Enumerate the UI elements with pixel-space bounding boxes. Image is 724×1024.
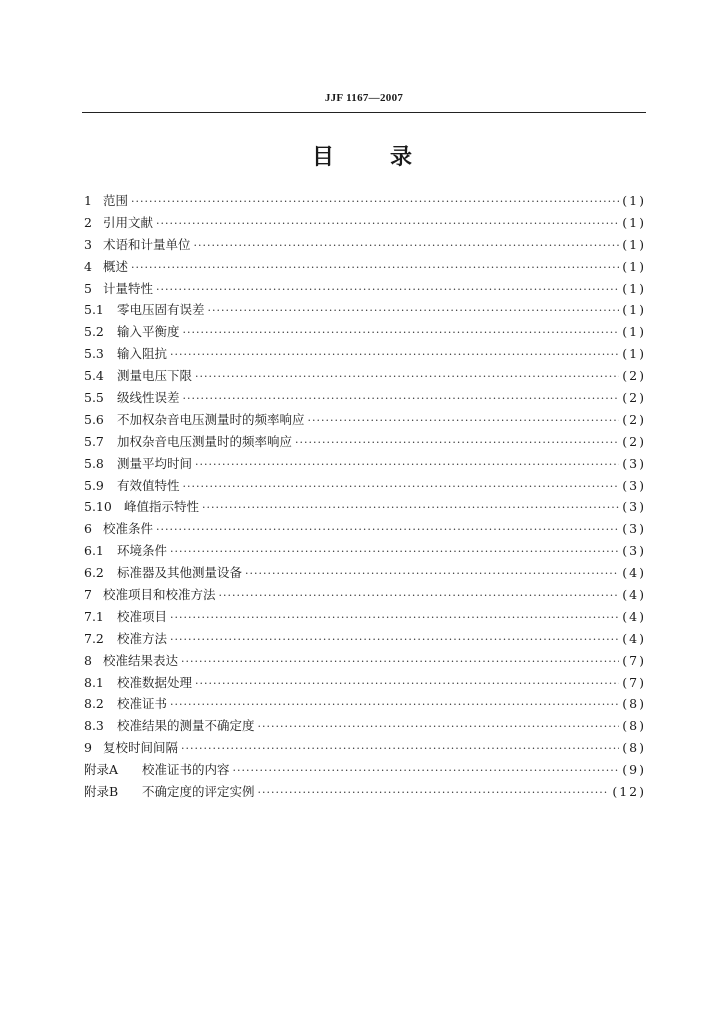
toc-entry-number: 9	[84, 740, 92, 756]
title-char-right: 录	[390, 145, 413, 170]
toc-entry-title: 级线性误差	[117, 390, 180, 406]
toc-entry[interactable]	[84, 432, 646, 454]
toc-entry-title: 测量电压下限	[117, 368, 193, 384]
toc-leader-dots	[156, 283, 619, 296]
toc-entry[interactable]	[84, 344, 646, 366]
toc-leader-dots	[170, 633, 619, 646]
toc-entry-title: 校准证书	[117, 696, 168, 712]
page-title	[0, 140, 724, 171]
toc-leader-dots	[258, 720, 620, 733]
toc-entry[interactable]	[84, 366, 646, 388]
toc-leader-dots	[156, 217, 619, 230]
toc-entry-number: 5	[84, 280, 92, 296]
toc-entry-page: (7)	[622, 674, 646, 690]
toc-entry[interactable]	[84, 388, 646, 410]
toc-entry-page: (3)	[622, 543, 646, 559]
toc-entry-number: 5.2	[84, 324, 104, 340]
toc-entry-title: 校准数据处理	[117, 674, 193, 690]
toc-entry-number: 4	[84, 258, 92, 274]
toc-entry-title: 校准结果表达	[103, 652, 179, 668]
toc-entry-number: 6.1	[84, 543, 104, 559]
toc-entry[interactable]	[84, 519, 646, 541]
toc-entry-page: (1)	[622, 324, 646, 340]
toc-entry-page: (3)	[622, 455, 646, 471]
toc-entry[interactable]	[84, 257, 646, 279]
toc-entry-title: 不加权杂音电压测量时的频率响应	[117, 411, 305, 427]
toc-leader-dots	[195, 677, 619, 690]
toc-entry-title: 校准证书的内容	[142, 762, 230, 778]
toc-entry[interactable]	[84, 563, 646, 585]
toc-leader-dots	[131, 195, 619, 208]
toc-leader-dots	[195, 370, 619, 383]
toc-leader-dots	[181, 655, 619, 668]
toc-entry-title: 输入平衡度	[117, 324, 180, 340]
header-rule	[82, 112, 646, 113]
toc-entry-title: 校准结果的测量不确定度	[117, 718, 255, 734]
toc-entry[interactable]	[84, 673, 646, 695]
toc-leader-dots	[170, 698, 619, 711]
toc-leader-dots	[233, 764, 620, 777]
toc-leader-dots	[208, 304, 620, 317]
toc-entry[interactable]	[84, 322, 646, 344]
toc-entry-number: 3	[84, 236, 92, 252]
toc-leader-dots	[219, 589, 620, 602]
toc-entry-page: (2)	[622, 390, 646, 406]
toc-entry-number: 1	[84, 193, 92, 208]
toc-entry-page: (8)	[622, 696, 646, 712]
toc-entry-title: 校准方法	[117, 630, 168, 646]
toc-entry-number: 5.1	[84, 302, 104, 318]
toc-entry-page: (1)	[622, 258, 646, 274]
toc-entry-title: 范围	[103, 193, 129, 208]
toc-entry-page: (4)	[622, 565, 646, 581]
toc-entry-number: 5.4	[84, 368, 104, 384]
toc-entry[interactable]	[84, 235, 646, 257]
toc-leader-dots	[202, 501, 619, 514]
toc-entry-number: 5.7	[84, 433, 104, 449]
toc-leader-dots	[183, 480, 620, 493]
toc-leader-dots	[170, 611, 619, 624]
title-char-left: 目	[311, 145, 334, 170]
toc-entry-number: 7.1	[84, 608, 104, 624]
toc-entry-number: 6.2	[84, 565, 104, 581]
toc-entry-number: 8.2	[84, 696, 104, 712]
toc-entry-title: 峰值指示特性	[124, 499, 200, 515]
toc-entry-title: 校准项目	[117, 608, 168, 624]
toc-entry-page: (4)	[622, 630, 646, 646]
toc-entry-number: 8.3	[84, 718, 104, 734]
toc-entry-title: 概述	[103, 258, 129, 274]
toc-entry[interactable]	[84, 279, 646, 301]
toc-entry-page: (2)	[622, 411, 646, 427]
toc-entry-title: 不确定度的评定实例	[142, 784, 255, 800]
toc-entry-page: (2)	[622, 368, 646, 384]
toc-entry-number: 7.2	[84, 630, 104, 646]
toc-entry-page: (4)	[622, 608, 646, 624]
toc-leader-dots	[195, 458, 619, 471]
toc-entry-page: (3)	[622, 477, 646, 493]
toc-entry-number: 5.5	[84, 390, 104, 406]
toc-entry-number: 5.10	[84, 499, 112, 515]
toc-entry[interactable]	[84, 760, 646, 782]
toc-entry-title: 校准项目和校准方法	[103, 587, 216, 603]
toc-entry[interactable]	[84, 651, 646, 673]
toc-entry[interactable]	[84, 738, 646, 760]
toc-entry-title: 标准器及其他测量设备	[117, 565, 243, 581]
toc-entry-page: (1)	[622, 214, 646, 230]
toc-entry-page: (2)	[622, 433, 646, 449]
toc-entry-title: 加权杂音电压测量时的频率响应	[117, 433, 293, 449]
toc-entry-page: (3)	[622, 521, 646, 537]
toc-entry-title: 零电压固有误差	[117, 302, 205, 318]
toc-entry-title: 术语和计量单位	[103, 236, 191, 252]
toc-entry-title: 引用文献	[103, 214, 154, 230]
toc-leader-dots	[194, 239, 620, 252]
toc-entry-number: 5.6	[84, 411, 104, 427]
toc-entry-number: 8.1	[84, 674, 104, 690]
toc-leader-dots	[245, 567, 619, 580]
toc-entry-page: (1)	[622, 280, 646, 296]
toc-entry[interactable]	[84, 410, 646, 432]
toc-leader-dots	[170, 348, 619, 361]
toc-entry-page: (3)	[622, 499, 646, 515]
toc-entry-page: (1)	[622, 193, 646, 208]
toc-entry-page: (8)	[622, 718, 646, 734]
toc-entry-title: 校准条件	[103, 521, 154, 537]
toc-entry-page: (4)	[622, 587, 646, 603]
toc-entry-page: (9)	[622, 762, 646, 778]
toc-entry-number: 6	[84, 521, 92, 537]
toc-entry[interactable]	[84, 629, 646, 651]
toc-entry-title: 有效值特性	[117, 477, 180, 493]
toc-entry-page: (7)	[622, 652, 646, 668]
toc-entry-number: 2	[84, 214, 92, 230]
toc-entry[interactable]	[84, 213, 646, 235]
toc-entry-page: (1)	[622, 346, 646, 362]
toc-entry[interactable]	[84, 541, 646, 563]
toc-entry-title: 计量特性	[103, 280, 154, 296]
toc-entry-number: 附录A	[84, 762, 119, 778]
document-code-header: JJF 1167—2007	[324, 92, 404, 104]
toc-entry-page: (12)	[612, 784, 646, 800]
toc-entry[interactable]	[84, 300, 646, 322]
toc-entry[interactable]	[84, 716, 646, 738]
toc-entry-page: (8)	[622, 740, 646, 756]
toc-leader-dots	[131, 261, 619, 274]
toc-entry-number: 5.8	[84, 455, 104, 471]
toc-entry-number: 7	[84, 587, 92, 603]
toc-entry[interactable]	[84, 694, 646, 716]
toc-leader-dots	[170, 545, 619, 558]
toc-entry-number: 8	[84, 652, 92, 668]
toc-entry-number: 5.9	[84, 477, 104, 493]
toc-entry-title: 复校时间间隔	[103, 740, 179, 756]
toc-leader-dots	[183, 392, 620, 405]
toc-leader-dots	[258, 786, 610, 799]
toc-leader-dots	[295, 436, 619, 449]
toc-entry[interactable]	[84, 607, 646, 629]
toc-leader-dots	[308, 414, 620, 427]
toc-entry-number: 附录B	[84, 784, 119, 800]
toc-entry-title: 输入阻抗	[117, 346, 168, 362]
toc-entry[interactable]	[84, 497, 646, 519]
toc-entry[interactable]	[84, 454, 646, 476]
toc-entry-title: 环境条件	[117, 543, 168, 559]
toc-entry[interactable]	[84, 191, 646, 213]
table-of-contents	[84, 191, 646, 804]
toc-leader-dots	[181, 742, 619, 755]
toc-leader-dots	[183, 326, 620, 339]
toc-entry-number: 5.3	[84, 346, 104, 362]
toc-entry[interactable]	[84, 585, 646, 607]
toc-leader-dots	[156, 523, 619, 536]
toc-entry[interactable]	[84, 782, 646, 804]
toc-entry-page: (1)	[622, 302, 646, 318]
toc-entry[interactable]	[84, 476, 646, 498]
toc-entry-page: (1)	[622, 236, 646, 252]
toc-entry-title: 测量平均时间	[117, 455, 193, 471]
